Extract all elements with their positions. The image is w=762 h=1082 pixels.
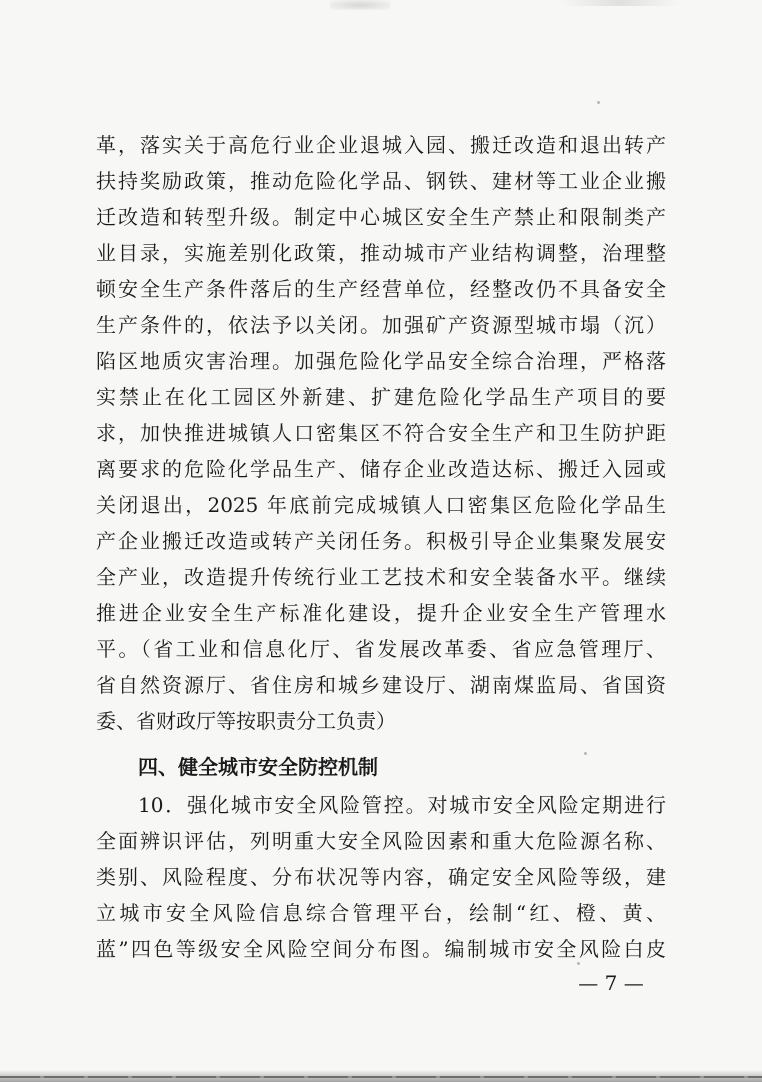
body-line: 扶持奖励政策，推动危险化学品、钢铁、建材等工业企业搬 (96, 169, 666, 193)
body-line: 实禁止在化工园区外新建、扩建危险化学品生产项目的要 (96, 385, 666, 409)
body-line: 关闭退出，2025 年底前完成城镇人口密集区危险化学品生 (96, 493, 666, 517)
body-line: 省自然资源厅、省住房和城乡建设厅、湖南煤监局、省国资 (96, 673, 666, 697)
body-line: 立城市安全风险信息综合管理平台，绘制“红、橙、黄、 (96, 901, 666, 925)
scan-speck (577, 962, 580, 965)
body-line: 求，加快推进城镇人口密集区不符合安全生产和卫生防护距 (96, 421, 666, 445)
body-line: 革，落实关于高危行业企业退城入园、搬迁改造和退出转产 (96, 133, 666, 157)
scan-smudge (330, 0, 390, 10)
body-line: 产企业搬迁改造或转产关闭任务。积极引导企业集聚发展安 (96, 529, 666, 553)
scan-speck (584, 752, 587, 755)
body-line: 推进企业安全生产标准化建设，提升企业安全生产管理水 (96, 601, 666, 625)
body-line: 平。（省工业和信息化厅、省发展改革委、省应急管理厅、 (96, 637, 666, 661)
scan-edge-rule (0, 1076, 762, 1078)
scan-speck (597, 101, 600, 104)
body-line: 类别、风险程度、分布状况等内容，确定安全风险等级，建 (96, 865, 666, 889)
body-line: 离要求的危险化学品生产、储存企业改造达标、搬迁入园或 (96, 457, 666, 481)
body-line: 委、省财政厅等按职责分工负责） (96, 709, 396, 733)
body-line: 蓝”四色等级安全风险空间分布图。编制城市安全风险白皮 (96, 937, 666, 961)
page-number: — 7 — (578, 971, 644, 995)
body-line: 10．强化城市安全风险管控。对城市安全风险定期进行 (138, 793, 666, 817)
body-line: 业目录，实施差别化政策，推动城市产业结构调整，治理整 (96, 241, 666, 265)
body-line: 全面辨识评估，列明重大安全风险因素和重大危险源名称、 (96, 829, 666, 853)
body-line: 顿安全生产条件落后的生产经营单位，经整改仍不具备安全 (96, 277, 666, 301)
body-line: 全产业，改造提升传统行业工艺技术和安全装备水平。继续 (96, 565, 666, 589)
body-line: 陷区地质灾害治理。加强危险化学品安全综合治理，严格落 (96, 349, 666, 373)
scan-smudge (560, 0, 680, 6)
section-heading: 四、健全城市安全防控机制 (138, 755, 378, 779)
body-line: 迁改造和转型升级。制定中心城区安全生产禁止和限制类产 (96, 205, 666, 229)
body-line: 生产条件的，依法予以关闭。加强矿产资源型城市塌（沉） (96, 313, 666, 337)
